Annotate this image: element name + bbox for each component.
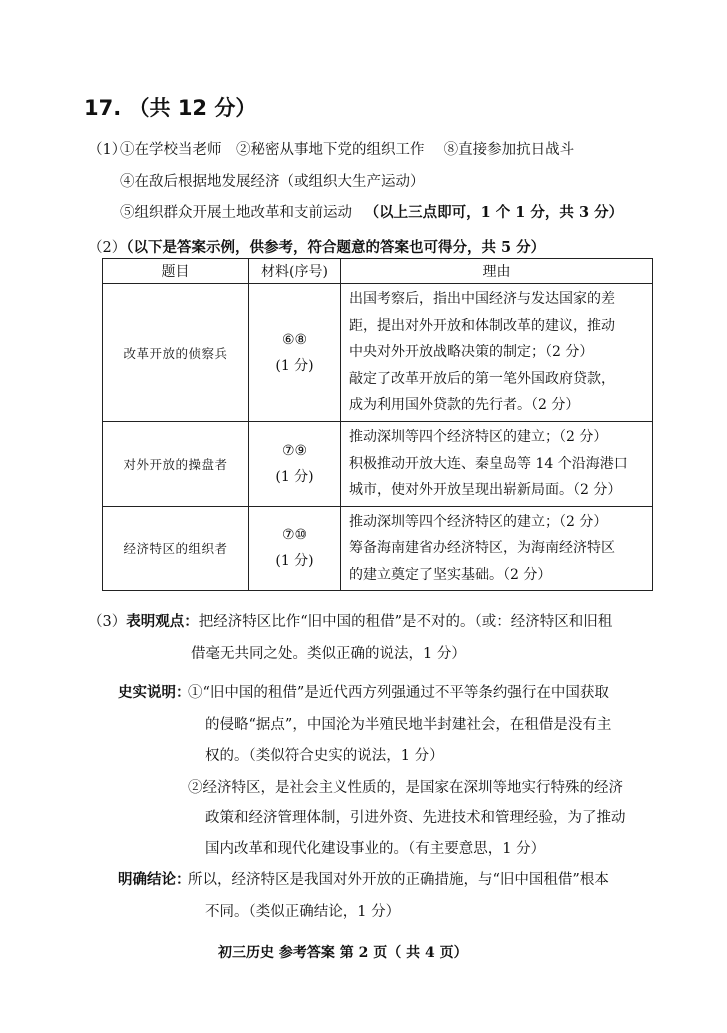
reason-line: 敲定了改革开放后的第一笔外国政府贷款， [349,370,615,387]
part1-score-note: （以上三点即可，1 个 1 分，共 3 分） [364,204,624,221]
row-topic: 改革开放的侦察兵 [103,284,249,422]
table-row [103,284,653,422]
part3-viewpoint [88,610,612,631]
conclusion-line1: 所以，经济特区是我国对外开放的正确措施，与“旧中国租借”根本 [188,872,609,888]
part2-intro: （以下是答案示例，供参考，符合题意的答案也可得分，共 5 分） [126,239,546,256]
reason-line: 积极推动开放大连、秦皇岛等 14 个沿海港口 [349,455,628,472]
part1-line3-text: ⑤组织群众开展土地改革和支前运动 [120,205,352,221]
reason-line: 距，提出对外开放和体制改革的建议，推动 [349,317,615,334]
material-score: (1 分) [275,357,314,374]
part1-line2: ④在敌后根据地发展经济（或组织大生产运动） [120,174,425,190]
part1-line1: ①在学校当老师 ②秘密从事地下党的组织工作 ⑧直接参加抗日战斗 [120,142,575,158]
reason-line: 的建立奠定了坚实基础。（2 分） [349,566,552,583]
reason-line: 筹备海南建省办经济特区，为海南经济特区 [349,540,615,556]
table-row [103,422,653,507]
viewpoint-line1: 把经济特区比作“旧中国的租借”是不对的。（或：经济特区和旧租 [198,614,613,630]
header-reason: 理由 [341,259,653,284]
fact1-line2: 的侵略“据点”，中国沦为半殖民地半封建社会，在租借是没有主 [205,717,612,733]
fact1-line3: 权的。（类似符合史实的说法，1 分） [205,748,444,764]
material-numbers: ⑥⑧ [281,331,308,348]
row-reasons [341,506,653,591]
part2-label: （2） [88,240,127,256]
header-topic: 题目 [103,259,249,284]
viewpoint-label: 表明观点： [126,613,199,630]
conclusion-line2: 不同。（类似正确结论，1 分） [205,904,401,920]
material-score: (1 分) [275,468,314,485]
header-material: 材料(序号) [249,259,341,284]
material-score: (1 分) [275,553,314,570]
answer-table [102,258,653,591]
row-reasons [341,284,653,422]
table-header-row [103,259,653,284]
page-footer: 初三历史 参考答案 第 2 页（ 共 4 页） [218,945,468,961]
reason-line: 推动深圳等四个经济特区的建立；（2 分） [349,429,608,445]
reason-line: 城市，使对外开放呈现出崭新局面。（2 分） [349,482,622,498]
conclusion-label: 明确结论： [118,871,191,888]
table-row [103,506,653,591]
row-material [249,422,341,507]
reason-line: 成为利用国外贷款的先行者。（2 分） [349,397,580,414]
part2-header [88,236,545,257]
part1-label: （1） [88,142,127,158]
row-reasons [341,422,653,507]
facts-label: 史实说明： [118,684,191,701]
question-title: 17. （共 12 分） [84,96,257,120]
part1-line3 [120,201,623,222]
part3-label: （3） [88,614,127,630]
material-numbers: ⑦⑨ [281,442,308,459]
fact2-line1: ②经济特区，是社会主义性质的，是国家在深圳等地实行特殊的经济 [188,780,623,796]
material-numbers: ⑦⑩ [281,527,308,544]
viewpoint-line2: 借毫无共同之处。类似正确的说法，1 分） [191,646,466,662]
fact2-line2: 政策和经济管理体制，引进外资、先进技术和管理经验，为了推动 [205,810,626,826]
reason-line: 推动深圳等四个经济特区的建立；（2 分） [349,513,608,530]
row-material [249,284,341,422]
reason-line: 出国考察后，指出中国经济与发达国家的差 [349,291,615,308]
fact1-line1: ①“旧中国的租借”是近代西方列强通过不平等条约强行在中国获取 [188,685,609,701]
fact2-line3: 国内改革和现代化建设事业的。（有主要意思，1 分） [205,841,546,857]
reason-line: 中央对外开放战略决策的制定；（2 分） [349,344,594,361]
row-material [249,506,341,591]
row-topic: 经济特区的组织者 [103,506,249,591]
row-topic: 对外开放的操盘者 [103,422,249,507]
